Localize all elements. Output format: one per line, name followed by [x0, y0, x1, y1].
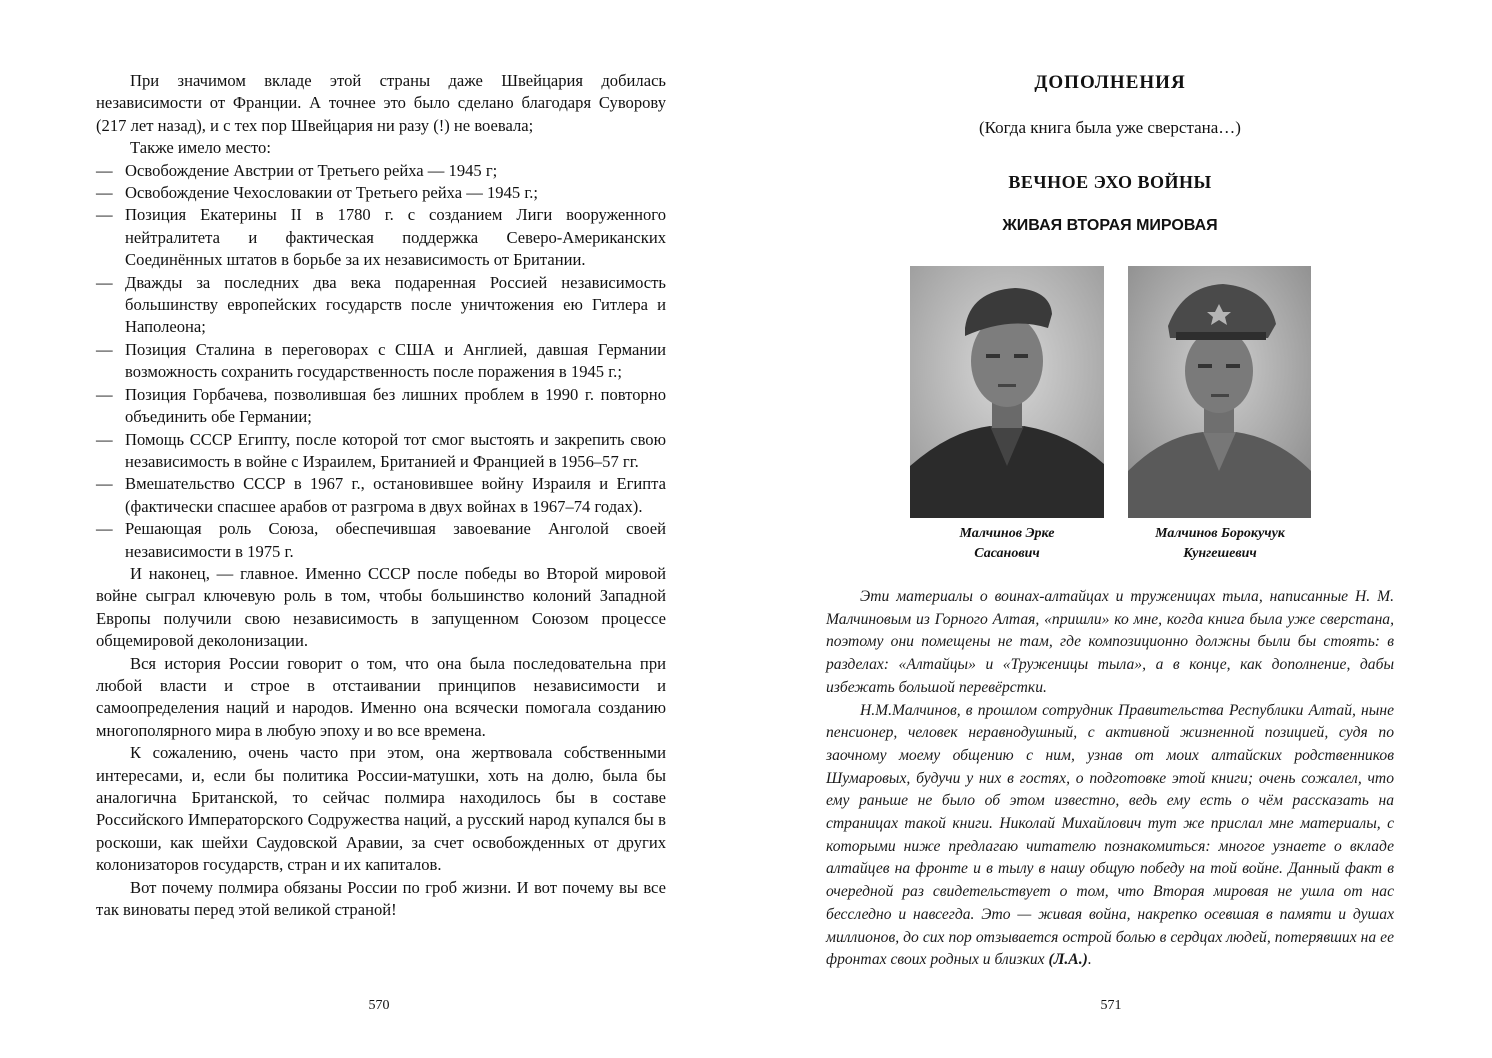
body-paragraph: Вот почему полмира обязаны России по гроб жизни. И вот почему вы все так виноваты перед этой великой страной! — [96, 877, 666, 920]
caption-line: Сасанович — [974, 546, 1040, 561]
paragraph-end: . — [1087, 951, 1092, 969]
photo-caption-1 — [907, 524, 1107, 564]
section-title: ВЕЧНОЕ ЭХО ВОЙНЫ — [1008, 172, 1212, 192]
caption-line: Малчинов Борокучук — [1155, 526, 1285, 541]
portrait-photo-1 — [910, 266, 1104, 518]
caption-line: Кунгешевич — [1183, 546, 1257, 561]
list-item: — Помощь СССР Египту, после которой тот смог выстоять и закрепить свою независимость в войне с Израилем, Британией и Францией в 1956–57 гг. — [96, 429, 666, 474]
body-paragraph: К сожалению, очень часто при этом, она жертвовала собственными интересами, и, если бы политика России-матушки, хоть на долю, была бы аналогична Британской, то сейчас полмира находилось бы в составе Российского Императорского Содружества наций, а русский народ купался бы в роскоши, как шейхи Саудовской Аравии, за счет освобожденных от других колонизаторов государств, стран и их капиталов. — [96, 743, 666, 875]
chapter-note: (Когда книга была уже сверстана…) — [979, 118, 1241, 137]
list-item: — Решающая роль Союза, обеспечившая завоевание Анголой своей независимости в 1975 г. — [96, 518, 666, 563]
intro-paragraph: При значимом вкладе этой страны даже Швейцария добилась независимости от Франции. А точнее это было сделано благодаря Суворову (217 лет назад), и с тех пор Швейцария ни разу (!) не воевала; — [96, 71, 666, 135]
body-paragraph: Вся история России говорит о том, что она была последовательна при любой власти и строе в отстаивании принципов независимости и самоопределения наций и народов. Именно она всячески помогала созданию многополярного мира в любую эпоху и во все времена. — [96, 653, 666, 740]
right-page — [746, 0, 1492, 1058]
photo-caption-2 — [1120, 524, 1320, 564]
portrait-image-2 — [1128, 266, 1311, 518]
left-text-column — [96, 70, 666, 921]
page-number-right: 571 — [1100, 998, 1122, 1013]
body-paragraph: И наконец, — главное. Именно СССР после победы во Второй мировой войне сыграл ключевую роль в том, чтобы большинство колоний Западной Европы получили свою независимость в запущенном Союзом процессе общемировой деколонизации. — [96, 563, 666, 651]
subsection-title: ЖИВАЯ ВТОРАЯ МИРОВАЯ — [1002, 217, 1218, 234]
caption-line: Малчинов Эрке — [959, 526, 1055, 541]
list-item: — Дважды за последних два века подаренная Россией независимость большинству европейских государств после уничтожения ею Гитлера и Наполеона; — [96, 272, 666, 339]
list-item: — Позиция Горбачева, позволившая без лишних проблем в 1990 г. повторно объединить обе Германии; — [96, 384, 666, 429]
chapter-title: ДОПОЛНЕНИЯ — [1034, 72, 1186, 93]
list-item: — Позиция Сталина в переговорах с США и Англией, давшая Германии возможность сохранить государственность после поражения в 1945 г.; — [96, 339, 666, 384]
portrait-photo-2 — [1128, 266, 1311, 518]
intro-lead: Также имело место: — [130, 138, 271, 158]
body-paragraph — [826, 700, 1394, 972]
page-number-left: 570 — [368, 998, 390, 1013]
events-list — [96, 160, 666, 563]
paragraph-text: Н.М.Малчинов, в прошлом сотрудник Правительства Республики Алтай, ныне пенсионер, человек неравнодушный, с активной жизненной позицией, судя по заочному моему общению с ним, узнав от моих алтайских родственников Шумаровых, будучи у них в гостях, о подготовке этой книги; очень сожалел, что ему раньше не было об этом известно, ведь ему есть о чём рассказать на страницах такой книги. Николай Михайлович тут же прислал мне материалы, с которыми ниже предлагаю читателю познакомиться: многое узнаете о вкладе алтайцев на фронте и в тылу в нашу общую победу на той войне. Данный факт в очередной раз свидетельствует о том, что Вторая мировая не ушла от нас бесследно и навсегда. Это — живая война, накрепко осевшая в памяти и душах миллионов, до сих пор отзывается острой болью в сердцах людей, потерявших на ее фронтах своих родных и близких — [826, 701, 1394, 969]
list-item: — Позиция Екатерины II в 1780 г. с созданием Лиги вооруженного нейтралитета и фактическая поддержка Северо-Американских Соединённых штатов в борьбе за их независимость от Британии. — [96, 204, 666, 271]
author-signature: (Л.А.) — [1048, 951, 1088, 969]
list-item: — Освобождение Чехословакии от Третьего рейха — 1945 г.; — [96, 182, 666, 204]
list-item: — Вмешательство СССР в 1967 г., остановившее войну Израиля и Египта (фактически спасшее арабов от разгрома в двух войнах в 1967–74 годах). — [96, 473, 666, 518]
list-item: — Освобождение Австрии от Третьего рейха — 1945 г; — [96, 160, 666, 182]
right-text-column — [826, 586, 1394, 972]
body-paragraph: Эти материалы о воинах-алтайцах и труженицах тыла, написанные Н. М. Малчиновым из Горного Алтая, «пришли» ко мне, когда книга была уже сверстана, поэтому они помещены не там, где композиционно должны были бы стоять: в разделах: «Алтайцы» и «Труженицы тыла», а в конце, как дополнение, дабы избежать большой перевёрстки. — [826, 588, 1394, 696]
portrait-image-1 — [910, 266, 1104, 518]
